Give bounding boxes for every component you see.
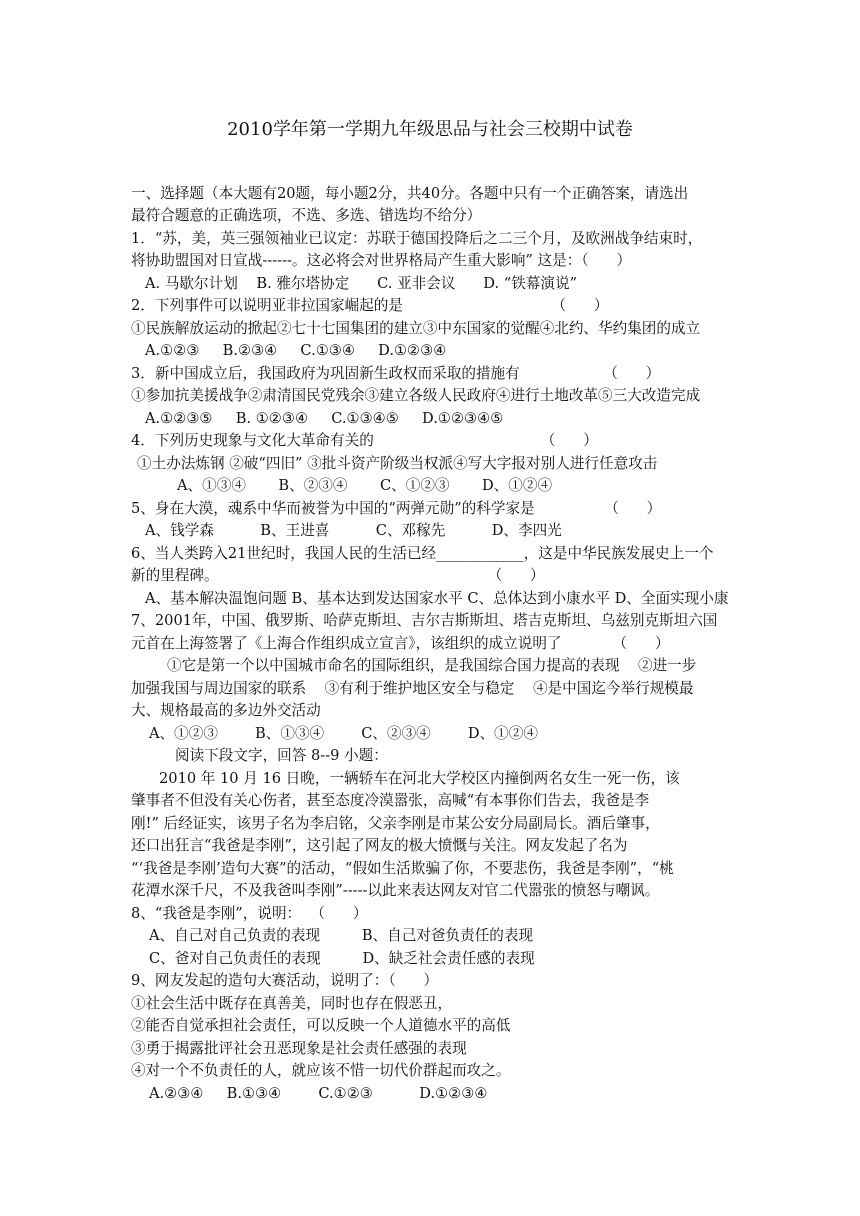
text-line: ④对一个不负责任的人，就应该不惜一切代价群起而攻之。: [131, 1062, 511, 1079]
text-line: ①它是第一个以中国城市命名的国际组织，是我国综合国力提高的表现 ②进一步: [167, 657, 697, 674]
text-line: 8、“我爸是李刚”，说明： （ ）: [131, 905, 368, 922]
text-line: ①民族解放运动的掀起②七十七国集团的建立③中东国家的觉醒④北约、华约集团的成立: [131, 320, 701, 337]
text-line: A.①②③ B.②③④ C.①③④ D.①②③④: [145, 342, 447, 359]
text-line: 大、规格最高的多边外交活动: [131, 702, 321, 719]
text-line: 7、2001年，中国、俄罗斯、哈萨克斯坦、吉尔吉斯斯坦、塔吉克斯坦、乌兹别克斯坦六国: [131, 612, 718, 629]
text-line: 元首在上海签署了《上海合作组织成立宣言》，该组织的成立说明了 （ ）: [131, 635, 670, 652]
text-line: ①社会生活中既存在真善美，同时也存在假恶丑，: [131, 995, 453, 1012]
text-line: 1．“苏，美，英三强领袖业已议定：苏联于德国投降后之二三个月，及欧洲战争结束时，: [131, 230, 703, 247]
text-line: 6、当人类跨入21世纪时，我国人民的生活已经____________，这是中华民族发展史上一个: [131, 545, 714, 562]
text-line: ③勇于揭露批评社会丑恶现象是社会责任感强的表现: [131, 1040, 467, 1057]
text-line: 加强我国与周边国家的联系 ③有利于维护地区安全与稳定 ④是中国迄今举行规模最: [131, 680, 694, 697]
text-line: A. 马歇尔计划 B. 雅尔塔协定 C. 亚非会议 D. “铁幕演说”: [145, 275, 578, 292]
text-line: 2．下列事件可以说明亚非拉国家崛起的是 （ ）: [131, 297, 609, 314]
text-line: A、自己对自己负责的表现 B、自己对爸负责任的表现: [149, 927, 534, 944]
text-line: A、①③④ B、②③④ C、①②③ D、①②④: [177, 477, 553, 494]
text-line: “‘我爸是李刚’造句大赛”的活动，“假如生活欺骗了你，不要悲伤，我爸是李刚”，“桃: [131, 860, 674, 877]
text-line: ①土办法炼钢 ②破“四旧” ③批斗资产阶级当权派④写大字报对别人进行任意攻击: [137, 455, 658, 472]
text-line: 阅读下段文字，回答 8--9 小题：: [175, 747, 388, 764]
text-line: 肇事者不但没有关心伤者，甚至态度冷漠嚣张，高喊“有本事你们告去，我爸是李: [131, 792, 650, 809]
text-line: ②能否自觉承担社会责任，可以反映一个人道德水平的高低: [131, 1017, 511, 1034]
text-line: 一、选择题（本大题有20题，每小题2分，共40分。各题中只有一个正确答案，请选出: [131, 185, 689, 202]
text-line: A、①②③ B、①③④ C、②③④ D、①②④: [149, 725, 538, 742]
text-line: A.②③④ B.①③④ C.①②③ D.①②③④: [149, 1085, 488, 1102]
text-line: 最符合题意的正确选项，不选、多选、错选均不给分）: [131, 207, 482, 224]
text-line: 3．新中国成立后，我国政府为巩固新生政权而采取的措施有 （ ）: [131, 365, 661, 382]
text-line: 花潭水深千尺，不及我爸叫李刚”-----以此来表达网友对官二代嚣张的愤怒与嘲讽。: [131, 882, 660, 899]
text-line: 新的里程碑。 （ ）: [131, 567, 545, 584]
page-title: 2010学年第一学期九年级思品与社会三校期中试卷: [227, 119, 633, 140]
text-line: 还口出狂言“我爸是李刚”，这引起了网友的极大愤慨与关注。网友发起了名为: [131, 837, 628, 854]
text-line: 4．下列历史现象与文化大革命有关的 （ ）: [131, 432, 598, 449]
text-line: 将协助盟国对日宣战------。这必将会对世界格局产生重大影响” 这是：（ ）: [131, 252, 632, 269]
text-line: A、基本解决温饱问题 B、基本达到发达国家水平 C、总体达到小康水平 D、全面实现小康: [145, 590, 729, 607]
text-line: 9、网友发起的造句大赛活动，说明了：（ ）: [131, 972, 439, 989]
text-line: ①参加抗美援战争②肃清国民党残余③建立各级人民政府④进行土地改革⑤三大改造完成: [131, 387, 701, 404]
text-line: 2010 年 10 月 16 日晚，一辆轿车在河北大学校区内撞倒两名女生一死一伤，该: [159, 770, 680, 787]
text-line: 5、身在大漠，魂系中华而被誉为中国的“两弹元勋”的科学家是 （ ）: [131, 500, 662, 517]
text-line: C、爸对自己负责任的表现 D、缺乏社会责任感的表现: [149, 950, 535, 967]
text-line: 刚!” 后经证实，该男子名为李启铭，父亲李刚是市某公安分局副局长。酒后肇事，: [131, 815, 660, 832]
text-line: A.①②③⑤ B. ①②③④ C.①③④⑤ D.①②③④⑤: [145, 410, 504, 427]
text-line: A、钱学森 B、王进喜 C、邓稼先 D、李四光: [145, 522, 562, 539]
